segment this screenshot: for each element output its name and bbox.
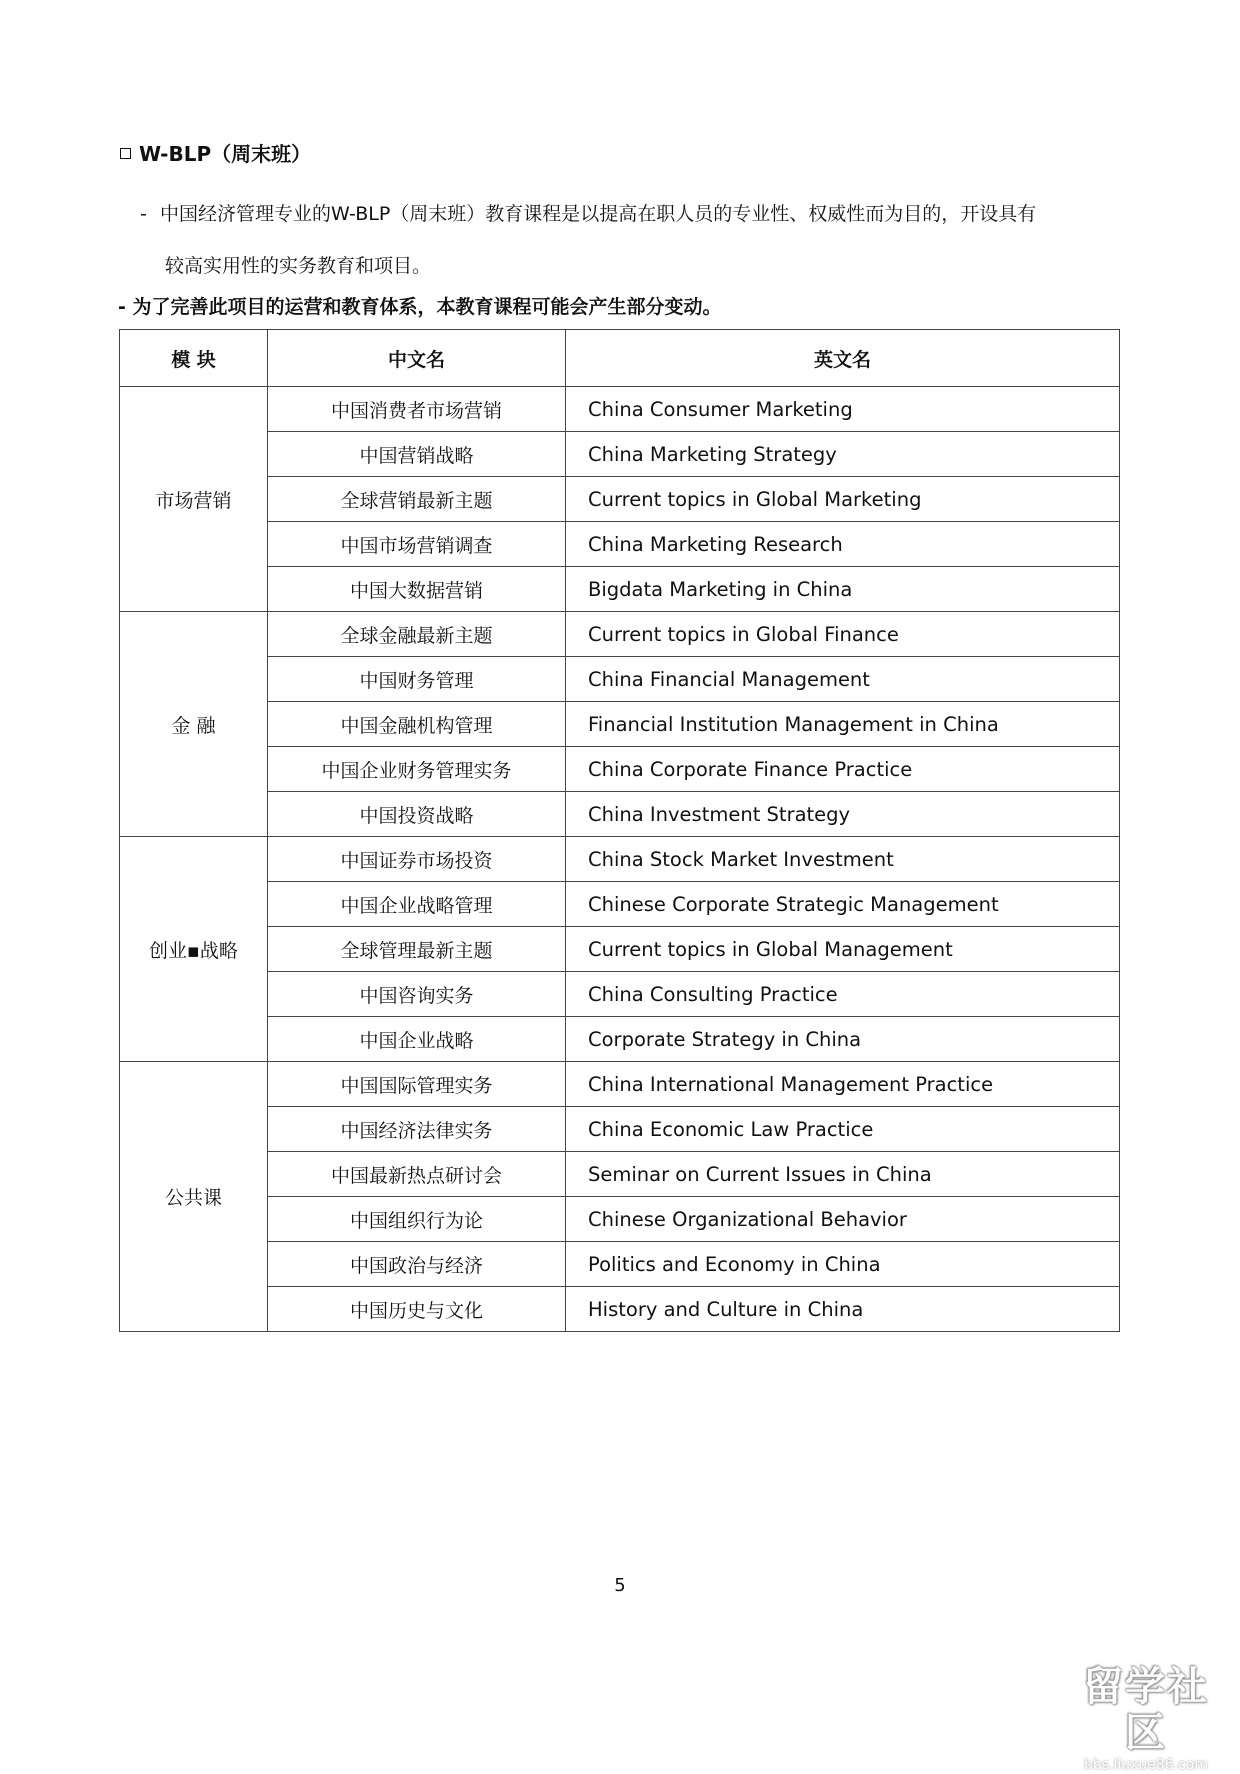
course-chinese-name: 全球营销最新主题 [268, 477, 566, 522]
table-row [120, 1242, 1120, 1287]
table-row [120, 1287, 1120, 1332]
course-chinese-name: 中国历史与文化 [268, 1287, 566, 1332]
course-chinese-name: 中国财务管理 [268, 657, 566, 702]
course-english-name: China Investment Strategy [566, 792, 1120, 837]
course-english-name: China Financial Management [566, 657, 1120, 702]
course-chinese-name: 中国营销战略 [268, 432, 566, 477]
table-row [120, 1107, 1120, 1152]
course-english-name: Chinese Organizational Behavior [566, 1197, 1120, 1242]
course-chinese-name: 全球金融最新主题 [268, 612, 566, 657]
course-english-name: China International Management Practice [566, 1062, 1120, 1107]
table-row [120, 972, 1120, 1017]
course-english-name: Current topics in Global Finance [566, 612, 1120, 657]
change-notice: - 为了完善此项目的运营和教育体系，本教育课程可能会产生部分变动。 [118, 296, 722, 318]
course-chinese-name: 中国市场营销调查 [268, 522, 566, 567]
site-watermark [1066, 1664, 1226, 1774]
course-chinese-name: 中国投资战略 [268, 792, 566, 837]
table-row [120, 657, 1120, 702]
table-row [120, 837, 1120, 882]
table-row [120, 1197, 1120, 1242]
table-row [120, 522, 1120, 567]
course-english-name: China Economic Law Practice [566, 1107, 1120, 1152]
course-english-name: Current topics in Global Management [566, 927, 1120, 972]
table-row [120, 1017, 1120, 1062]
course-english-name: Financial Institution Management in China [566, 702, 1120, 747]
table-row [120, 792, 1120, 837]
description-line-2: 较高实用性的实务教育和项目。 [165, 255, 432, 277]
description-line-1 [140, 188, 1140, 240]
course-english-name: China Consulting Practice [566, 972, 1120, 1017]
course-english-name: Corporate Strategy in China [566, 1017, 1120, 1062]
course-chinese-name: 中国企业财务管理实务 [268, 747, 566, 792]
module-cell: 公共课 [120, 1062, 268, 1332]
table-row [120, 387, 1120, 432]
course-english-name: China Stock Market Investment [566, 837, 1120, 882]
page-number: 5 [614, 1575, 626, 1596]
course-english-name: China Marketing Research [566, 522, 1120, 567]
course-chinese-name: 中国组织行为论 [268, 1197, 566, 1242]
course-chinese-name: 中国企业战略 [268, 1017, 566, 1062]
table-row [120, 477, 1120, 522]
course-chinese-name: 中国企业战略管理 [268, 882, 566, 927]
section-title-text: W-BLP（周末班） [139, 142, 312, 166]
course-table [119, 329, 1120, 1332]
watermark-logo-text: 留学社区 [1083, 1664, 1209, 1756]
header-english-name: 英文名 [566, 330, 1120, 387]
course-chinese-name: 中国最新热点研讨会 [268, 1152, 566, 1197]
table-row [120, 702, 1120, 747]
module-cell: 市场营销 [120, 387, 268, 612]
course-english-name: Politics and Economy in China [566, 1242, 1120, 1287]
course-chinese-name: 全球管理最新主题 [268, 927, 566, 972]
table-row [120, 567, 1120, 612]
table-row [120, 927, 1120, 972]
section-title [120, 140, 311, 168]
header-module: 模 块 [120, 330, 268, 387]
watermark-url: bbs.liuxue86.com [1083, 1757, 1209, 1773]
table-row [120, 882, 1120, 927]
module-cell: 创业▪战略 [120, 837, 268, 1062]
table-row [120, 1062, 1120, 1107]
course-english-name: Seminar on Current Issues in China [566, 1152, 1120, 1197]
module-cell: 金 融 [120, 612, 268, 837]
course-english-name: Chinese Corporate Strategic Management [566, 882, 1120, 927]
table-row [120, 747, 1120, 792]
table-row [120, 432, 1120, 477]
program-description [140, 188, 1140, 292]
description-line-1-text: 中国经济管理专业的W-BLP（周末班）教育课程是以提高在职人员的专业性、权威性而为目的，开设具有 [160, 203, 1037, 225]
course-english-name: China Corporate Finance Practice [566, 747, 1120, 792]
description-dash: - [140, 203, 147, 225]
table-row [120, 612, 1120, 657]
table-row [120, 1152, 1120, 1197]
table-header-row [120, 330, 1120, 387]
course-english-name: Bigdata Marketing in China [566, 567, 1120, 612]
course-chinese-name: 中国政治与经济 [268, 1242, 566, 1287]
course-chinese-name: 中国国际管理实务 [268, 1062, 566, 1107]
course-english-name: History and Culture in China [566, 1287, 1120, 1332]
course-english-name: China Marketing Strategy [566, 432, 1120, 477]
course-table-body [120, 387, 1120, 1332]
course-chinese-name: 中国证券市场投资 [268, 837, 566, 882]
course-chinese-name: 中国金融机构管理 [268, 702, 566, 747]
course-chinese-name: 中国大数据营销 [268, 567, 566, 612]
course-chinese-name: 中国咨询实务 [268, 972, 566, 1017]
checkbox-square-icon [120, 148, 131, 159]
course-chinese-name: 中国消费者市场营销 [268, 387, 566, 432]
course-english-name: Current topics in Global Marketing [566, 477, 1120, 522]
course-english-name: China Consumer Marketing [566, 387, 1120, 432]
header-chinese-name: 中文名 [268, 330, 566, 387]
course-chinese-name: 中国经济法律实务 [268, 1107, 566, 1152]
